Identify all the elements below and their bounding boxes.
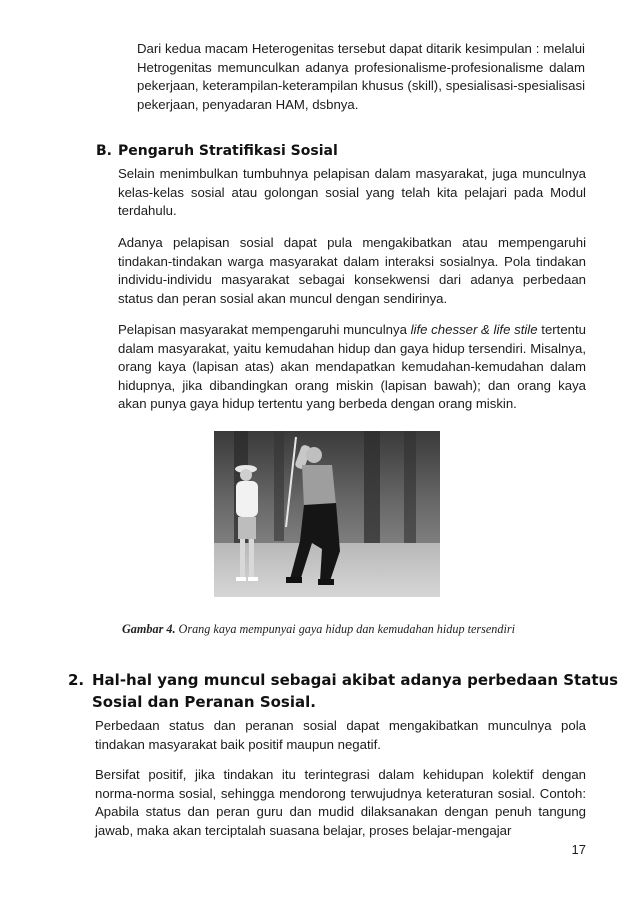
section-b-letter: B. <box>96 143 112 159</box>
figure-caption <box>122 622 515 637</box>
section-2-number: 2. <box>68 671 85 689</box>
intro-paragraph: Dari kedua macam Heterogenitas tersebut dapat ditarik kesimpulan : melalui Hetrogenitas memunculkan adanya profesionalisme-profesionalisme dalam pekerjaan, keterampilan-keterampilan khusus (skill), spesialisasi-spesialisasi pekerjaan, penyadaran HAM, dsbnya. <box>137 41 585 112</box>
paragraph-3-start: Pelapisan masyarakat mempengaruhi munculnya <box>118 322 411 337</box>
golf-photo <box>214 431 440 597</box>
figure-caption-text: Orang kaya mempunyai gaya hidup dan kemudahan hidup tersendiri <box>175 622 516 636</box>
section-b-title: Pengaruh Stratifikasi Sosial <box>118 143 338 159</box>
golf-photo-illustration <box>214 431 440 597</box>
figure-label: Gambar 4. <box>122 622 176 636</box>
section-2-title-line-2: Sosial dan Peranan Sosial. <box>92 693 316 711</box>
section-b-paragraph-2: Adanya pelapisan sosial dapat pula mengakibatkan atau mempengaruhi tindakan-tindakan warga masyarakat dalam interaksi sosialnya. Pola tindakan individu-individu masyarakat sebagai konsekwensi dari adanya perbedaan status dan peran sosial akan muncul dengan sendirinya. <box>118 235 586 306</box>
section-2-paragraph-2: Bersifat positif, jika tindakan itu terintegrasi dalam kehidupan kolektif dengan norma-norma sosial, sehingga mendorong terwujudnya keteraturan sosial. Contoh: Apabila status dan peran guru dan mudid dilaksanakan dengan penuh tangung jawab, maka akan terciptalah suasana belajar, proses belajar-mengajar <box>95 767 586 838</box>
section-b-paragraph-3 <box>118 321 586 414</box>
section-b-paragraph-1: Selain menimbulkan tumbuhnya pelapisan dalam masyarakat, juga munculnya kelas-kelas sosial atau golongan sosial yang telah kita pelajari pada Modul terdahulu. <box>118 166 586 219</box>
paragraph-3-italic-term: life chesser & life stile <box>410 322 538 337</box>
section-2-paragraph-1: Perbedaan status dan peranan sosial dapat mengakibatkan munculnya pola tindakan masyarakat baik positif maupun negatif. <box>95 718 586 752</box>
section-2-title-line-1: Hal-hal yang muncul sebagai akibat adanya perbedaan Status <box>92 671 619 689</box>
paragraph-3-rest: tertentu dalam masyarakat, yaitu kemudahan hidup dan gaya hidup tersendiri. Misalnya, orang kaya (lapisan atas) akan mendapatkan kemudahan-kemudahan dalam hidupnya, jika dibandingkan orang miskin (lapisan bawah); dan orang kaya akan punya gaya hidup tertentu yang berbeda dengan orang miskin. <box>118 322 586 412</box>
page-number: 17 <box>571 842 586 857</box>
